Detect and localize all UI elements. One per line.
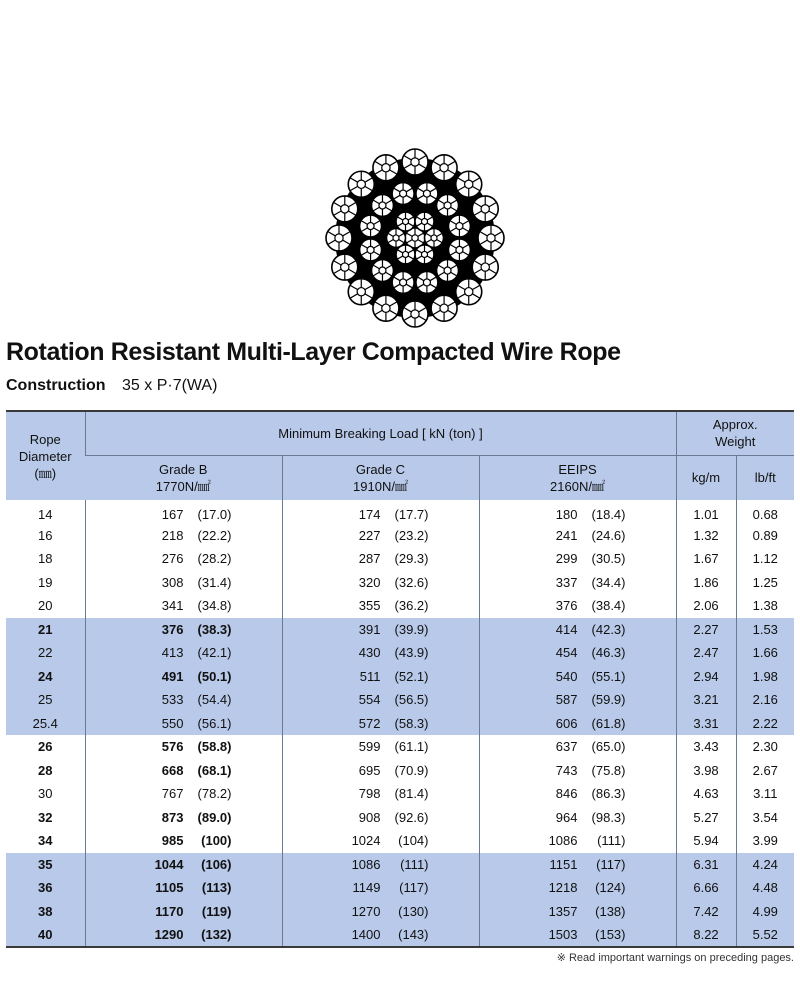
spec-table [6, 410, 794, 948]
strand [392, 183, 414, 205]
cell-grade-b: 1105 (113) [85, 876, 282, 900]
cell-diameter: 36 [6, 876, 85, 900]
warning-note: ※ Read important warnings on preceding pages. [556, 952, 794, 964]
strand [348, 279, 374, 305]
strand [392, 271, 414, 293]
cell-diameter: 40 [6, 923, 85, 947]
table-row [6, 547, 794, 571]
cell-eeips: 180 (18.4) [479, 500, 676, 524]
cell-kg-per-m: 6.66 [676, 876, 736, 900]
cell-eeips: 964 (98.3) [479, 806, 676, 830]
cell-eeips: 241 (24.6) [479, 524, 676, 548]
cell-eeips: 846 (86.3) [479, 782, 676, 806]
strand [437, 194, 459, 216]
cell-kg-per-m: 5.27 [676, 806, 736, 830]
header-rope-diameter: Rope Diameter (㎜) [6, 411, 85, 500]
cell-kg-per-m: 3.98 [676, 759, 736, 783]
cell-grade-b: 576 (58.8) [85, 735, 282, 759]
cell-grade-c: 1086 (111) [282, 853, 479, 877]
table-row [6, 923, 794, 947]
cell-diameter: 35 [6, 853, 85, 877]
header-eeips: EEIPS 2160N/㎟ [479, 455, 676, 500]
cell-grade-c: 227 (23.2) [282, 524, 479, 548]
cell-diameter: 34 [38, 833, 53, 849]
table-row [6, 876, 794, 900]
cell-lb-per-ft: 4.24 [736, 853, 794, 877]
cell-lb-per-ft: 3.11 [736, 782, 794, 806]
cell-grade-b: 550 (56.1) [85, 712, 282, 736]
page-title: Rotation Resistant Multi-Layer Compacted Wire Rope [6, 338, 621, 366]
cell-lb-per-ft: 2.16 [736, 688, 794, 712]
cell-grade-c: 430 (43.9) [282, 641, 479, 665]
cell-kg-per-m: 1.86 [676, 571, 736, 595]
strand [416, 183, 438, 205]
strand [472, 254, 498, 280]
header-lb-per-ft: lb/ft [736, 455, 794, 500]
cell-grade-b: 873 (89.0) [85, 806, 282, 830]
cell-grade-c: 320 (32.6) [282, 571, 479, 595]
strand [472, 196, 498, 222]
header-grade-b: Grade B 1770N/㎟ [85, 455, 282, 500]
strand [415, 245, 434, 264]
construction-value: 35 x P·7(WA) [122, 377, 218, 394]
cell-grade-b: 167 (17.0) [85, 500, 282, 524]
cell-kg-per-m: 2.06 [676, 594, 736, 618]
cell-diameter: 25.4 [6, 712, 85, 736]
cell-eeips: 454 (46.3) [479, 641, 676, 665]
table-row [6, 735, 794, 759]
cell-eeips: 376 (38.4) [479, 594, 676, 618]
strand [402, 149, 428, 175]
cell-kg-per-m: 7.42 [676, 900, 736, 924]
spec-table-body [6, 500, 794, 947]
cell-lb-per-ft: 5.52 [736, 923, 794, 947]
cell-lb-per-ft: 2.30 [736, 735, 794, 759]
cell-grade-c: 511 (52.1) [282, 665, 479, 689]
cell-lb-per-ft: 1.38 [736, 594, 794, 618]
cell-grade-b: 533 (54.4) [85, 688, 282, 712]
cell-diameter: 30 [38, 786, 53, 802]
cell-eeips: 1503 (153) [479, 923, 676, 947]
strand [456, 279, 482, 305]
cell-eeips: 743 (75.8) [479, 759, 676, 783]
cell-kg-per-m: 2.27 [676, 618, 736, 642]
table-row [6, 853, 794, 877]
cell-kg-per-m: 3.31 [676, 712, 736, 736]
cell-grade-b: 308 (31.4) [85, 571, 282, 595]
cell-kg-per-m: 6.31 [676, 853, 736, 877]
cell-diameter: 21 [6, 618, 85, 642]
strand [478, 225, 504, 251]
strand [402, 301, 428, 327]
cell-lb-per-ft: 1.98 [736, 665, 794, 689]
cell-kg-per-m: 1.01 [676, 500, 736, 524]
cell-diameter: 38 [6, 900, 85, 924]
table-row [6, 829, 794, 853]
strand [360, 239, 382, 261]
cell-lb-per-ft: 0.89 [736, 524, 794, 548]
cell-eeips: 540 (55.1) [479, 665, 676, 689]
cell-grade-c: 572 (58.3) [282, 712, 479, 736]
cell-kg-per-m: 4.63 [676, 782, 736, 806]
table-row [6, 594, 794, 618]
cell-kg-per-m: 8.22 [676, 923, 736, 947]
table-row [6, 688, 794, 712]
cell-grade-b: 985 (100) [85, 829, 282, 853]
cell-diameter: 28 [38, 762, 53, 778]
cell-lb-per-ft: 3.54 [736, 806, 794, 830]
cell-lb-per-ft: 2.67 [736, 759, 794, 783]
cell-eeips: 299 (30.5) [479, 547, 676, 571]
cell-lb-per-ft: 4.99 [736, 900, 794, 924]
cell-grade-c: 174 (17.7) [282, 500, 479, 524]
cell-diameter: 20 [38, 598, 53, 614]
table-row [6, 571, 794, 595]
cell-eeips: 337 (34.4) [479, 571, 676, 595]
table-row [6, 712, 794, 736]
strand [332, 254, 358, 280]
header-grade-c: Grade C 1910N/㎟ [282, 455, 479, 500]
strand [415, 212, 434, 231]
cell-grade-c: 355 (36.2) [282, 594, 479, 618]
cell-grade-b: 1170 (119) [85, 900, 282, 924]
strand [371, 194, 393, 216]
cell-eeips: 1086 (111) [479, 829, 676, 853]
cell-diameter: 24 [6, 665, 85, 689]
header-approx-weight: Approx. Weight [676, 411, 794, 455]
strand [332, 196, 358, 222]
strand [373, 155, 399, 181]
strand [326, 225, 352, 251]
cell-eeips: 637 (65.0) [479, 735, 676, 759]
strand [437, 260, 459, 282]
cell-grade-b: 218 (22.2) [85, 524, 282, 548]
cell-eeips: 1357 (138) [479, 900, 676, 924]
table-row [6, 806, 794, 830]
cell-grade-b: 668 (68.1) [85, 759, 282, 783]
cell-grade-c: 1149 (117) [282, 876, 479, 900]
table-row [6, 900, 794, 924]
cell-lb-per-ft: 4.48 [736, 876, 794, 900]
cell-kg-per-m: 2.94 [676, 665, 736, 689]
cell-grade-c: 287 (29.3) [282, 547, 479, 571]
strand [348, 171, 374, 197]
cell-lb-per-ft: 1.53 [736, 618, 794, 642]
strand [448, 215, 470, 237]
table-row [6, 641, 794, 665]
construction-label: Construction [6, 377, 106, 394]
strand [396, 212, 415, 231]
header-kg-per-m: kg/m [676, 455, 736, 500]
construction-line [6, 377, 217, 395]
cell-lb-per-ft: 0.68 [736, 500, 794, 524]
table-row [6, 618, 794, 642]
cell-grade-b: 491 (50.1) [85, 665, 282, 689]
cell-kg-per-m: 3.21 [676, 688, 736, 712]
cell-lb-per-ft: 1.12 [736, 547, 794, 571]
cell-grade-c: 391 (39.9) [282, 618, 479, 642]
cell-lb-per-ft: 3.99 [736, 829, 794, 853]
cell-grade-b: 767 (78.2) [85, 782, 282, 806]
strand [371, 260, 393, 282]
cell-kg-per-m: 5.94 [676, 829, 736, 853]
strand [431, 295, 457, 321]
table-row [6, 500, 794, 524]
cell-grade-b: 341 (34.8) [85, 594, 282, 618]
cell-kg-per-m: 1.32 [676, 524, 736, 548]
cell-diameter: 25 [6, 688, 85, 712]
header-minimum-breaking-load: Minimum Breaking Load [ kN (ton) ] [85, 411, 676, 455]
cell-grade-b: 276 (28.2) [85, 547, 282, 571]
cell-grade-b: 413 (42.1) [85, 641, 282, 665]
cell-kg-per-m: 3.43 [676, 735, 736, 759]
strand [456, 171, 482, 197]
cell-kg-per-m: 2.47 [676, 641, 736, 665]
wire-rope-cross-section [320, 143, 510, 333]
cell-lb-per-ft: 2.22 [736, 712, 794, 736]
cell-grade-c: 1400 (143) [282, 923, 479, 947]
cell-lb-per-ft: 1.25 [736, 571, 794, 595]
cell-grade-b: 376 (38.3) [85, 618, 282, 642]
table-row [6, 782, 794, 806]
cell-diameter: 16 [38, 527, 53, 543]
cell-grade-c: 695 (70.9) [282, 759, 479, 783]
cell-grade-c: 1024 (104) [282, 829, 479, 853]
table-row [6, 665, 794, 689]
cell-grade-b: 1044 (106) [85, 853, 282, 877]
cell-grade-c: 1270 (130) [282, 900, 479, 924]
strand [431, 155, 457, 181]
cell-eeips: 1218 (124) [479, 876, 676, 900]
cell-grade-b: 1290 (132) [85, 923, 282, 947]
cell-eeips: 414 (42.3) [479, 618, 676, 642]
strand [448, 239, 470, 261]
cell-diameter: 22 [6, 641, 85, 665]
strand [373, 295, 399, 321]
cell-grade-c: 908 (92.6) [282, 806, 479, 830]
cell-grade-c: 599 (61.1) [282, 735, 479, 759]
cell-eeips: 1151 (117) [479, 853, 676, 877]
cell-diameter: 26 [38, 739, 53, 755]
cell-lb-per-ft: 1.66 [736, 641, 794, 665]
cell-eeips: 587 (59.9) [479, 688, 676, 712]
cell-diameter: 32 [38, 809, 53, 825]
cell-grade-c: 798 (81.4) [282, 782, 479, 806]
table-row [6, 759, 794, 783]
cell-diameter: 19 [38, 574, 53, 590]
table-row [6, 524, 794, 548]
cell-diameter: 14 [38, 506, 53, 522]
cell-kg-per-m: 1.67 [676, 547, 736, 571]
strand [416, 271, 438, 293]
cell-grade-c: 554 (56.5) [282, 688, 479, 712]
cell-diameter: 18 [38, 551, 53, 567]
strand [360, 215, 382, 237]
cell-eeips: 606 (61.8) [479, 712, 676, 736]
